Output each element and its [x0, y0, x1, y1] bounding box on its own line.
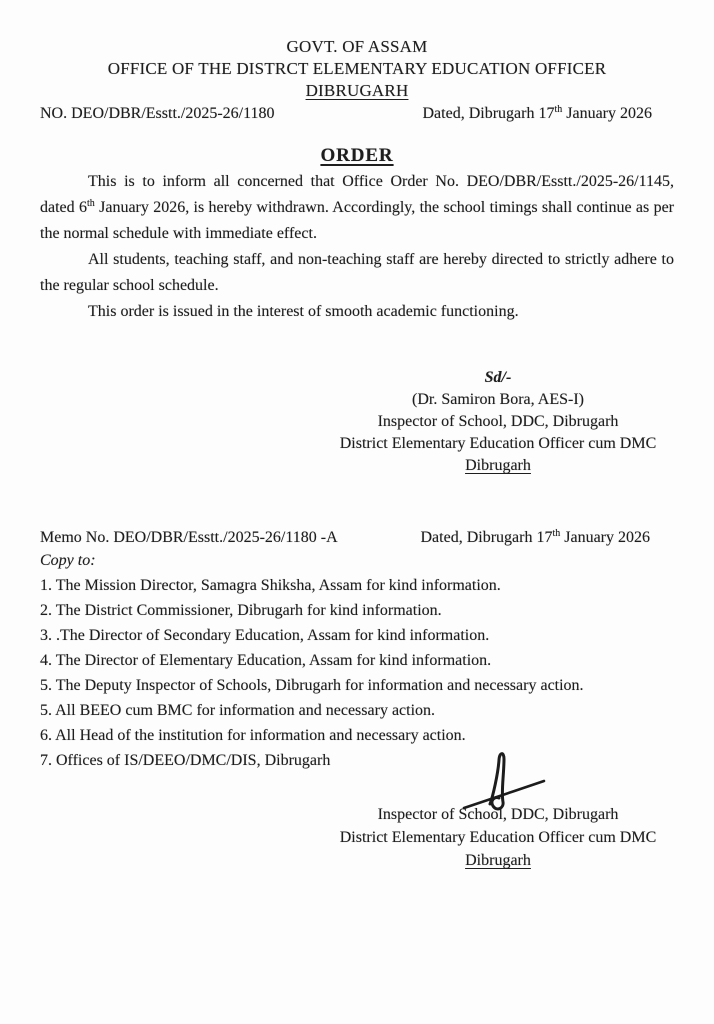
order-title: ORDER: [320, 145, 394, 166]
order-paragraph-3: This order is issued in the interest of smooth academic functioning.: [88, 303, 519, 320]
memo-number: Memo No. DEO/DBR/Esstt./2025-26/1180 -A: [40, 529, 338, 546]
copy-item: 4. The Director of Elementary Education, Assam for kind information.: [40, 652, 492, 669]
copy-item: 3. .The Director of Secondary Education, Assam for kind information.: [40, 627, 490, 644]
signature-designation-1: Inspector of School, DDC, Dibrugarh: [377, 806, 619, 823]
copy-item: 6. All Head of the institution for information and necessary action.: [40, 727, 466, 744]
signatory-name: (Dr. Samiron Bora, AES-I): [412, 391, 584, 408]
signatory-designation-1: Inspector of School, DDC, Dibrugarh: [377, 413, 619, 430]
signature-block: [322, 803, 674, 872]
order-paragraph-2: All students, teaching staff, and non-teaching staff are hereby directed to strictly adhere to the regular school schedule.: [40, 251, 674, 294]
signatory-block: [322, 367, 674, 477]
copy-item: 2. The District Commissioner, Dibrugarh for kind information.: [40, 602, 442, 619]
copy-to-label: Copy to:: [40, 552, 96, 569]
copy-item: 5. The Deputy Inspector of Schools, Dibrugarh for information and necessary action.: [40, 677, 584, 694]
letterhead: [40, 36, 674, 102]
copy-item: 1. The Mission Director, Samagra Shiksha, Assam for kind information.: [40, 577, 501, 594]
order-paragraph-1: This is to inform all concerned that Office Order No. DEO/DBR/Esstt./2025-26/1145, dated 6th January 2026, is hereby withdrawn. Accordingly, the school timings shall continue as per the normal schedule with immediate effect.: [40, 173, 675, 242]
office-line: OFFICE OF THE DISTRCT ELEMENTARY EDUCATION OFFICER: [107, 59, 607, 78]
copy-to-list: [40, 573, 674, 773]
memo-row: [40, 527, 674, 549]
order-number: NO. DEO/DBR/Esstt./2025-26/1180: [40, 105, 275, 122]
signatory-place: Dibrugarh: [465, 457, 531, 474]
govt-line: GOVT. OF ASSAM: [286, 37, 428, 56]
reference-row: [40, 103, 674, 125]
district-line: DIBRUGARH: [305, 81, 409, 100]
copy-item: 7. Offices of IS/DEEO/DMC/DIS, Dibrugarh: [40, 752, 331, 769]
handwritten-signature-mark: [446, 750, 550, 812]
signature-place: Dibrugarh: [465, 852, 531, 869]
signatory-designation-2: District Elementary Education Officer cum DMC: [339, 435, 657, 452]
signature-designation-2: District Elementary Education Officer cum DMC: [339, 829, 657, 846]
order-date: Dated, Dibrugarh 17th January 2026: [422, 104, 652, 122]
memo-date: Dated, Dibrugarh 17th January 2026: [420, 528, 650, 546]
copy-item: 5. All BEEO cum BMC for information and necessary action.: [40, 702, 436, 719]
sd-label: Sd/-: [484, 369, 512, 386]
